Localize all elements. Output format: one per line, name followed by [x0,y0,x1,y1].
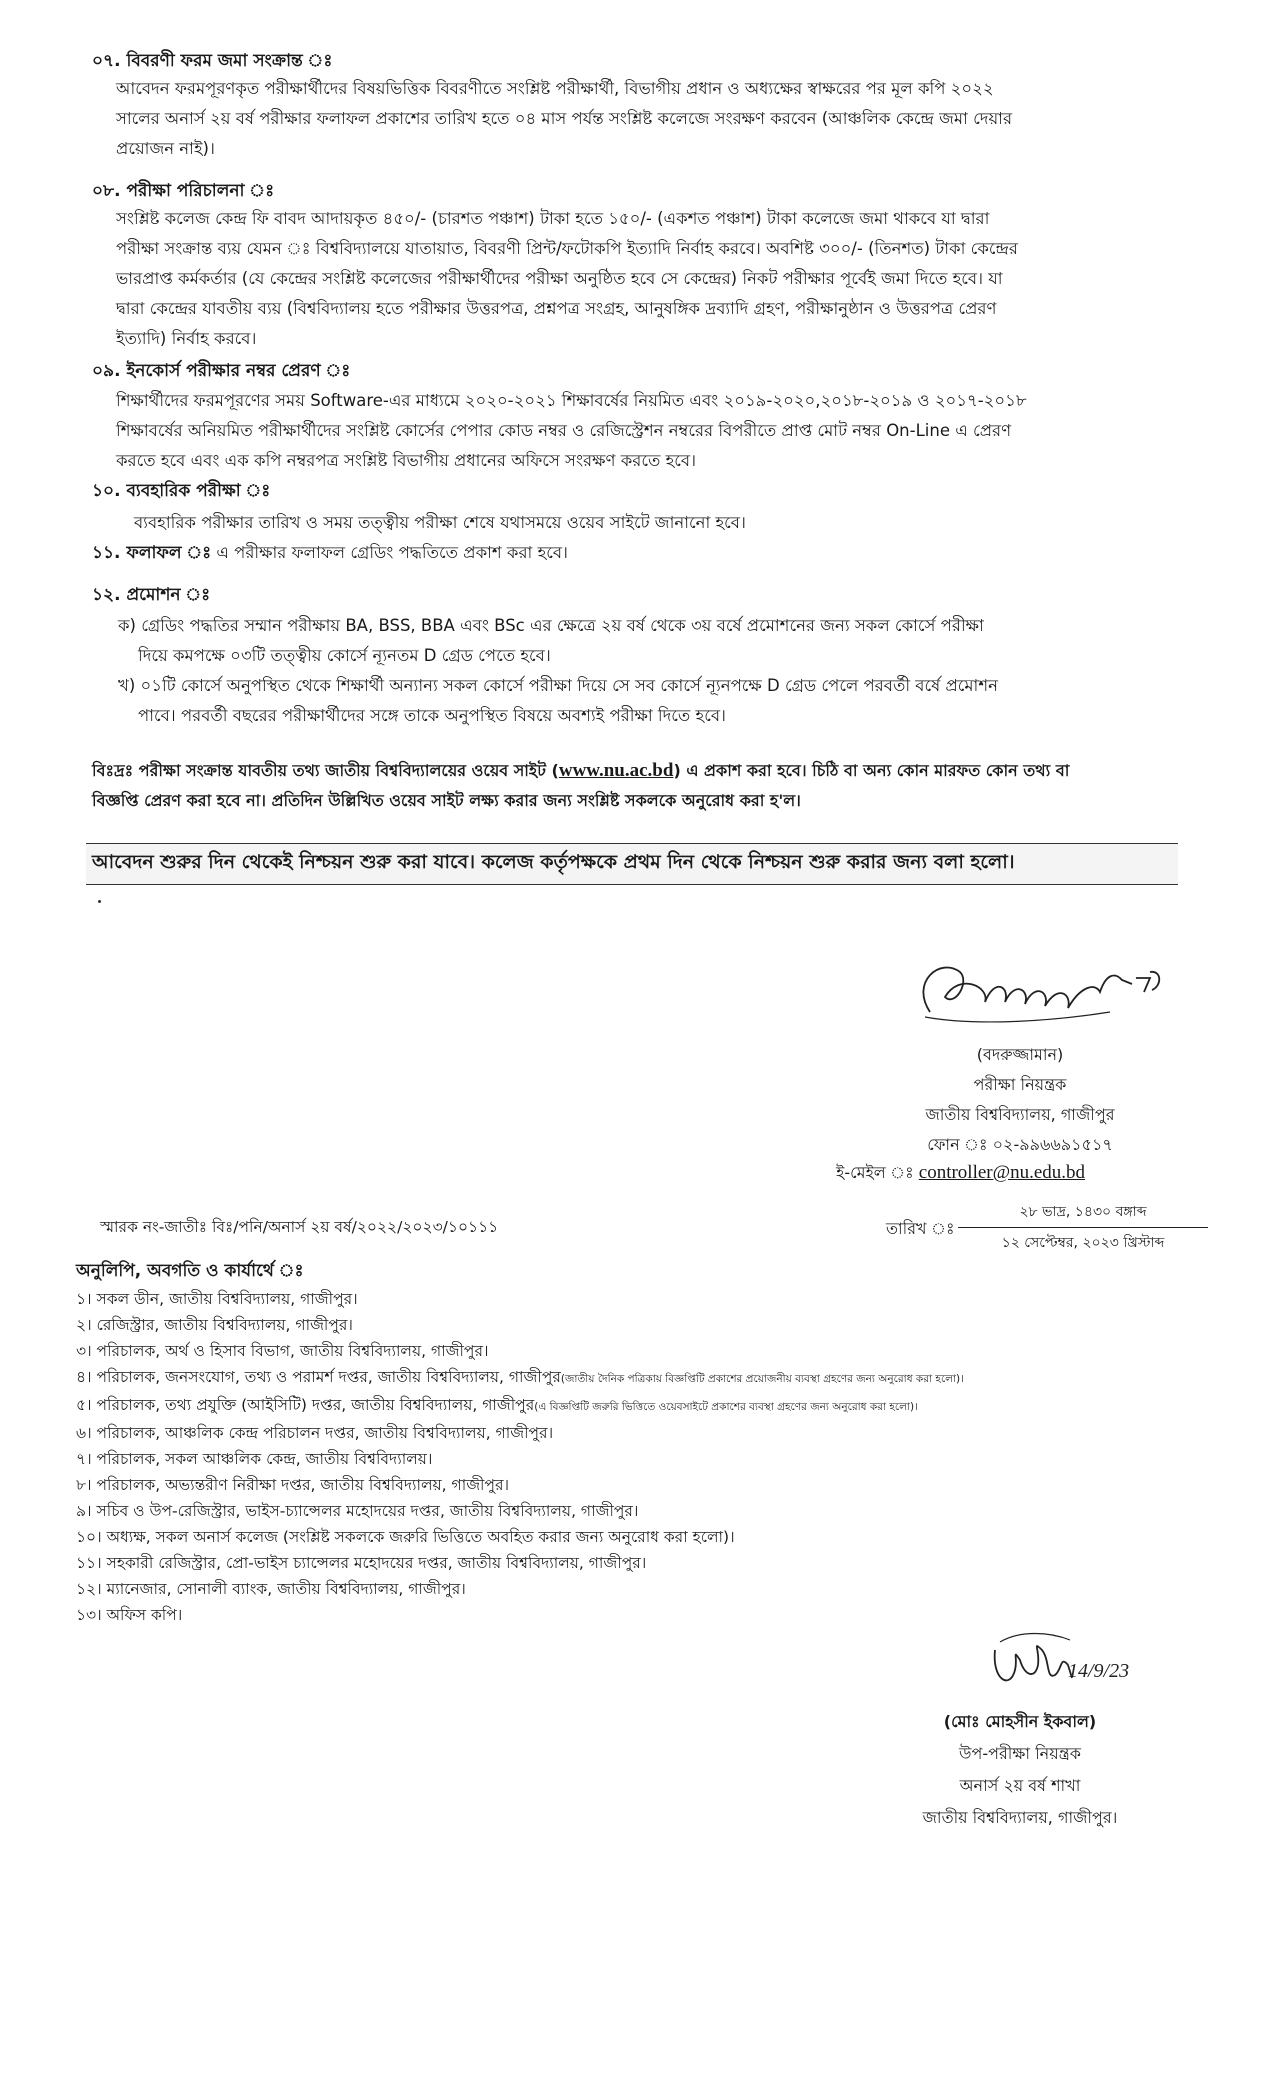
cc-item-note: (এ বিজ্ঞপ্তিটি জরুরি ভিত্তিতে ওয়েবসাইটে প্রকাশের ব্যবস্থা গ্রহণের জন্য অনুরোধ করা হলো)। [534,1401,918,1413]
section-12-line-3: খ) ০১টি কোর্সে অনুপস্থিত থেকে শিক্ষার্থী অন্যান্য সকল কোর্সে পরীক্ষা দিয়ে সে সব কোর্সে ন্যূনপক্ষে D গ্রেড পেলে পরবর্তী বর্ষে প্রমোশন [118,676,998,695]
section-07-body [116,74,1208,164]
section-11-row [92,540,568,568]
controller-name: (বদরুজ্জামান) [976,1045,1064,1064]
section-11-heading: ১১. ফলাফল ঃ [92,543,212,563]
notice-line-2: বিজ্ঞপ্তি প্রেরণ করা হবে না। প্রতিদিন উল্লিখিত ওয়েব সাইট লক্ষ্য করার জন্য সংশ্লিষ্ট সকলকে অনুরোধ করা হ'ল। [92,791,801,810]
section-08-body [116,204,1208,354]
cc-item: ৭। পরিচালক, সকল আঞ্চলিক কেন্দ্র, জাতীয় বিশ্ববিদ্যালয়। [76,1450,433,1468]
section-12-line-1: ক) গ্রেডিং পদ্ধতির সম্মান পরীক্ষায় BA, BSS, BBA এবং BSc এর ক্ষেত্রে ২য় বর্ষ থেকে ৩য় বর্ষে প্রমোশনের জন্য সকল কোর্সে পরীক্ষা [118,616,984,635]
controller-block [860,1040,1180,1160]
cc-item: ৩। পরিচালক, অর্থ ও হিসাব বিভাগ, জাতীয় বিশ্ববিদ্যালয়, গাজীপুর। [76,1342,489,1360]
controller-signature-image [900,942,1180,1042]
notice-block [92,756,1208,816]
deputy-title: উপ-পরীক্ষা নিয়ন্ত্রক [959,1744,1081,1763]
cc-item: ১। সকল ডীন, জাতীয় বিশ্ববিদ্যালয়, গাজীপুর। [76,1290,358,1308]
notice-line-1 [92,756,1208,786]
memo-date-block [958,1200,1208,1255]
section-08-line-5: ইত্যাদি) নির্বাহ করবে। [116,329,257,348]
section-12-body [118,611,1208,731]
deputy-block [870,1706,1170,1834]
memo-date-bangla: ২৮ ভাদ্র, ১৪৩০ বঙ্গাব্দ [958,1200,1208,1228]
memo-date-english: ১২ সেপ্টেম্বর, ২০২৩ খ্রিস্টাব্দ [1001,1235,1165,1251]
section-07-line-2: সালের অনার্স ২য় বর্ষ পরীক্ষার ফলাফল প্রকাশের তারিখ হতে ০৪ মাস পর্যন্ত সংশ্লিষ্ট কলেজে সংরক্ষণ করবেন (আঞ্চলিক কেন্দ্রে জমা দেয়ার [116,109,1013,128]
controller-email-link[interactable]: controller@nu.edu.bd [918,1162,1086,1183]
section-12-line-2: দিয়ে কমপক্ষে ০৩টি তত্ত্বীয় কোর্সে ন্যূনতম D গ্রেড পেতে হবে। [138,646,551,665]
section-09-heading: ০৯. ইনকোর্স পরীক্ষার নম্বর প্রেরণ ঃ [92,361,351,381]
memo-date-label: তারিখ ঃ [886,1219,955,1238]
section-08-line-2: পরীক্ষা সংক্রান্ত ব্যয় যেমন ঃ বিশ্ববিদ্যালয়ে যাতায়াত, বিবরণী প্রিন্ট/ফটোকপি ইত্যাদি নির্বাহ করবে। অবশিষ্ট ৩০০/- (তিনশত) টাকা কেন্দ্রের [116,239,1018,258]
section-09-line-2: শিক্ষাবর্ষের অনিয়মিত পরীক্ষার্থীদের সংশ্লিষ্ট কোর্সের পেপার কোড নম্বর ও রেজিস্ট্রেশন নম্বরের বিপরীতে প্রাপ্ত মোট নম্বর On-Line এ প্রেরণ [116,421,1012,440]
cc-item: ১৩। অফিস কপি। [76,1606,183,1624]
section-09-line-1: শিক্ষার্থীদের ফরমপূরণের সময় Software-এর মাধ্যমে ২০২০-২০২১ শিক্ষাবর্ষের নিয়মিত এবং ২০১৯-২০২০,২০১৮-২০১৯ ও ২০১৭-২০১৮ [116,391,1027,410]
section-08-line-1: সংশ্লিষ্ট কলেজ কেন্দ্র ফি বাবদ আদায়কৃত ৪৫০/- (চারশত পঞ্চাশ) টাকা হতে ১৫০/- (একশত পঞ্চাশ) টাকা কলেজে জমা থাকবে যা দ্বারা [116,209,990,228]
controller-title: পরীক্ষা নিয়ন্ত্রক [973,1075,1067,1094]
cc-item: ৫। পরিচালক, তথ্য প্রযুক্তি (আইসিটি) দপ্তর, জাতীয় বিশ্ববিদ্যালয়, গাজীপুর(এ বিজ্ঞপ্তিটি জরুরি ভিত্তিতে ওয়েবসাইটে প্রকাশের ব্যবস্থা গ্রহণের জন্য অনুরোধ করা হলো)। [76,1396,918,1414]
section-08-line-3: ভারপ্রাপ্ত কর্মকর্তার (যে কেন্দ্রের সংশ্লিষ্ট কলেজের পরীক্ষার্থীদের পরীক্ষা অনুষ্ঠিত হবে সে কেন্দ্রের) নিকট পরীক্ষার পূর্বেই জমা দিতে হবে। যা [116,269,1003,288]
cc-item: ৮। পরিচালক, অভ্যন্তরীণ নিরীক্ষা দপ্তর, জাতীয় বিশ্ববিদ্যালয়, গাজীপুর। [76,1476,510,1494]
stray-dot [98,900,101,903]
highlight-banner: আবেদন শুরুর দিন থেকেই নিশ্চয়ন শুরু করা যাবে। কলেজ কর্তৃপক্ষকে প্রথম দিন থেকে নিশ্চয়ন শুরু করার জন্য বলা হলো। [86,843,1178,885]
cc-item-note: (জাতীয় দৈনিক পত্রিকায় বিজ্ঞপ্তিটি প্রকাশের প্রয়োজনীয় ব্যবস্থা গ্রহণের জন্য অনুরোধ করা হলো)। [560,1373,964,1385]
section-09-line-3: করতে হবে এবং এক কপি নম্বরপত্র সংশ্লিষ্ট বিভাগীয় প্রধানের অফিসে সংরক্ষণ করতে হবে। [116,451,696,470]
cc-item: ৪। পরিচালক, জনসংযোগ, তথ্য ও পরামর্শ দপ্তর, জাতীয় বিশ্ববিদ্যালয়, গাজীপুর(জাতীয় দৈনিক পত্রিকায় বিজ্ঞপ্তিটি প্রকাশের প্রয়োজনীয় ব্যবস্থা গ্রহণের জন্য অনুরোধ করা হলো)। [76,1368,964,1386]
memo-reference: স্মারক নং-জাতীঃ বিঃ/পনি/অনার্স ২য় বর্ষ/২০২২/২০২৩/১০১১১ [100,1218,499,1236]
section-07-line-1: আবেদন ফরমপূরণকৃত পরীক্ষার্থীদের বিষয়ভিত্তিক বিবরণীতে সংশ্লিষ্ট পরীক্ষার্থী, বিভাগীয় প্রধান ও অধ্যক্ষের স্বাক্ষরের পর মূল কপি ২০২২ [116,79,994,98]
section-12-heading: ১২. প্রমোশন ঃ [92,585,211,605]
section-12-line-4: পাবে। পরবর্তী বছরের পরীক্ষার্থীদের সঙ্গে তাকে অনুপস্থিত বিষয়ে অবশ্যই পরীক্ষা দিতে হবে। [138,706,726,725]
section-08-line-4: দ্বারা কেন্দ্রের যাবতীয় ব্যয় (বিশ্ববিদ্যালয় হতে পরীক্ষার উত্তরপত্র, প্রশ্নপত্র সংগ্রহ, আনুষঙ্গিক দ্রব্যাদি গ্রহণ, পরীক্ষানুষ্ঠান ও উত্তরপত্র প্রেরণ [116,299,997,318]
cc-item: ১২। ম্যানেজার, সোনালী ব্যাংক, জাতীয় বিশ্ববিদ্যালয়, গাজীপুর। [76,1580,466,1598]
section-08-heading: ০৮. পরীক্ষা পরিচালনা ঃ [92,181,275,201]
section-07-heading: ০৭. বিবরণী ফরম জমা সংক্রান্ত ঃ [92,51,333,71]
cc-item: ১০। অধ্যক্ষ, সকল অনার্স কলেজ (সংশ্লিষ্ট সকলকে জরুরি ভিত্তিতে অবহিত করার জন্য অনুরোধ করা হলো)। [76,1528,735,1546]
cc-heading: অনুলিপি, অবগতি ও কার্যার্থে ঃ [76,1261,304,1281]
cc-item: ২। রেজিস্ট্রার, জাতীয় বিশ্ববিদ্যালয়, গাজীপুর। [76,1316,353,1334]
controller-email-row [836,1160,1085,1187]
section-07-line-3: প্রয়োজন নাই)। [116,139,215,158]
deputy-org: জাতীয় বিশ্ববিদ্যালয়, গাজীপুর। [922,1808,1118,1827]
cc-item: ৯। সচিব ও উপ-রেজিস্ট্রার, ভাইস-চ্যান্সেলর মহোদয়ের দপ্তর, জাতীয় বিশ্ববিদ্যালয়, গাজীপুর। [76,1502,639,1520]
notice-line-1-end: ) এ প্রকাশ করা হবে। চিঠি বা অন্য কোন মারফত কোন তথ্য বা [673,761,1070,780]
section-10-heading: ১০. ব্যবহারিক পরীক্ষা ঃ [92,481,271,501]
notice-line-1-start: বিঃদ্রঃ পরীক্ষা সংক্রান্ত যাবতীয় তথ্য জাতীয় বিশ্ববিদ্যালয়ের ওয়েব সাইট ( [92,761,559,780]
controller-phone: ফোন ঃ ০২-৯৯৬৬৯১৫১৭ [927,1135,1113,1154]
notice-website-link[interactable]: www.nu.ac.bd [558,760,674,781]
controller-email-label: ই-মেইল ঃ [836,1163,914,1182]
cc-list [76,1286,964,1628]
section-11-line-1: এ পরীক্ষার ফলাফল গ্রেডিং পদ্ধতিতে প্রকাশ করা হবে। [216,543,568,562]
controller-org: জাতীয় বিশ্ববিদ্যালয়, গাজীপুর [925,1105,1115,1124]
cc-item: ৬। পরিচালক, আঞ্চলিক কেন্দ্র পরিচালন দপ্তর, জাতীয় বিশ্ববিদ্যালয়, গাজীপুর। [76,1424,554,1442]
section-10-line-1: ব্যবহারিক পরীক্ষার তারিখ ও সময় তত্ত্বীয় পরীক্ষা শেষে যথাসময়ে ওয়েব সাইটে জানানো হবে। [134,513,746,532]
section-09-body [116,386,1208,476]
cc-item: ১১। সহকারী রেজিস্ট্রার, প্রো-ভাইস চ্যান্সেলর মহোদয়ের দপ্তর, জাতীয় বিশ্ববিদ্যালয়, গাজীপুর। [76,1554,647,1572]
deputy-sign-date: 14/9/23 [1068,1660,1130,1682]
deputy-name: (মোঃ মোহসীন ইকবাল) [943,1712,1097,1731]
deputy-branch: অনার্স ২য় বর্ষ শাখা [959,1776,1081,1795]
